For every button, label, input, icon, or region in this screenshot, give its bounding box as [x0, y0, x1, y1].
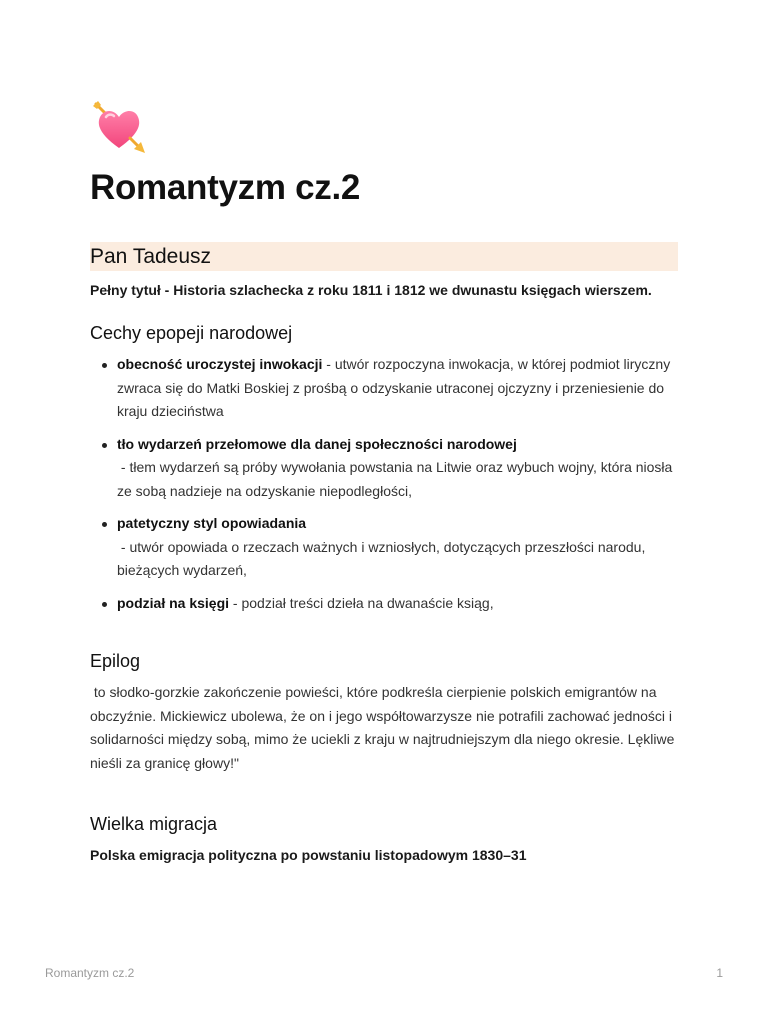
- list-item-text: - tłem wydarzeń są próby wywołania powstania na Litwie oraz wybuch wojny, która niosła ze sobą nadzieje na odzyskanie niepodległości,: [117, 459, 673, 499]
- document-page: [90, 98, 680, 867]
- list-item-term: podział na księgi: [117, 594, 230, 611]
- list-item-term: patetyczny styl opowiadania: [117, 515, 307, 531]
- list-item-text: - podział treści dzieła na dwanaście ksiąg,: [229, 594, 494, 611]
- list-item: [117, 512, 680, 583]
- full-title-text: Pełny tytuł - Historia szlachecka z roku 1811 i 1812 we dwunastu księgach wierszem.: [90, 282, 652, 298]
- list-item-text: - utwór rozpoczyna inwokacja, w której podmiot liryczny zwraca się do Matki Boskiej z prośbą o odzyskanie utraconej ojczyzny i przeniesienie do kraju dzieciństwa: [117, 356, 675, 419]
- footer-page-number: 1: [716, 966, 723, 980]
- features-list: [90, 353, 680, 615]
- list-item: [117, 353, 680, 424]
- section-heading-pan-tadeusz: Pan Tadeusz: [90, 242, 678, 271]
- epilog-paragraph: to słodko-gorzkie zakończenie powieści, które podkreśla cierpienie polskich emigrantów na obczyźnie. Mickiewicz ubolewa, że on i jego współtowarzysze nie potrafili zachować jedności i solidarności między sobą, mimo że uciekli z kraju w najtrudniejszym dla niego okresie. Lękliwe nieśli za granicę głowy!": [90, 684, 679, 771]
- heading-epilog: Epilog: [90, 651, 141, 671]
- list-item: [117, 433, 680, 504]
- list-item: [117, 592, 680, 616]
- migracja-subtitle: Polska emigracja polityczna po powstaniu listopadowym 1830–31: [90, 847, 527, 863]
- list-item-text: - utwór opowiada o rzeczach ważnych i wzniosłych, dotyczących przeszłości narodu, bieżących wydarzeń,: [117, 538, 646, 578]
- heading-wielka-migracja: Wielka migracja: [90, 814, 218, 834]
- heart-with-arrow-icon: [90, 98, 148, 156]
- footer-doc-name: Romantyzm cz.2: [45, 966, 135, 980]
- list-item-term: obecność uroczystej inwokacji: [117, 356, 323, 372]
- list-item-term: tło wydarzeń przełomowe dla danej społeczności narodowej: [117, 435, 517, 452]
- page-title: Romantyzm cz.2: [90, 168, 361, 207]
- heading-cechy-epopei: Cechy epopeji narodowej: [90, 323, 293, 343]
